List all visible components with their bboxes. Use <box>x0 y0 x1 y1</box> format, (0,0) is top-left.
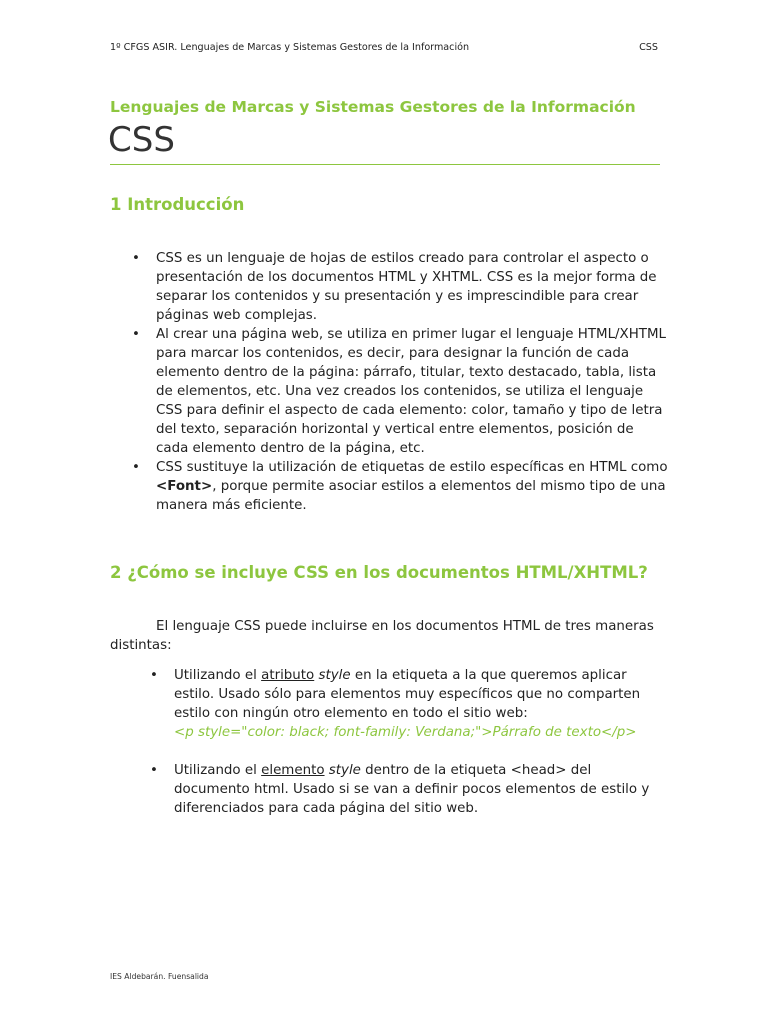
page-footer: IES Aldebarán. Fuensalida <box>110 972 209 981</box>
list-item <box>110 458 670 515</box>
list-item-text: Utilizando el <box>174 763 262 778</box>
attribute-term: atributo <box>261 668 315 683</box>
list-item-text: del documento html. Usado si se van a definir pocos elementos de estilo y diferenciados para cada página del sitio web. <box>174 763 650 816</box>
style-term: style <box>318 668 351 683</box>
methods-list-2 <box>110 761 670 818</box>
header-course-title: 1º CFGS ASIR. Lenguajes de Marcas y Sistemas Gestores de la Información <box>110 42 470 53</box>
style-term: style <box>328 763 361 778</box>
section-1-heading: 1 Introducción <box>110 195 245 214</box>
list-item-text: CSS sustituye la utilización de etiquetas de estilo específicas en HTML como <box>156 460 668 475</box>
element-term: elemento <box>261 763 325 778</box>
list-item <box>110 325 670 458</box>
bullet-icon: • <box>132 327 140 342</box>
list-item <box>110 761 670 818</box>
list-item <box>110 666 670 742</box>
head-tag-text: <head> <box>510 763 567 778</box>
header-topic: CSS <box>639 42 658 53</box>
section-2-intro: El lenguaje CSS puede incluirse en los documentos HTML de tres maneras distintas: <box>110 619 654 653</box>
font-tag-text: <Font> <box>156 479 213 494</box>
list-item-text: Al crear una página web, se utiliza en primer lugar el lenguaje HTML/XHTML para marcar los contenidos, es decir, para designar la función de cada elemento dentro de la página: párrafo, titular, texto destacado, tabla, lista de elementos, etc. Una vez creados los contenidos, se utiliza el lenguaje CSS para definir el aspecto de cada elemento: color, tamaño y tipo de letra del texto, separación horizontal y vertical entre elementos, posición de cada elemento dentro de la página, etc. <box>156 327 666 456</box>
list-item <box>110 249 670 325</box>
list-item-text: Utilizando el <box>174 668 262 683</box>
list-item-text: CSS es un lenguaje de hojas de estilos creado para controlar el aspecto o presentación de los documentos HTML y XHTML. CSS es la mejor forma de separar los contenidos y su presentación y es imprescindible para crear páginas web complejas. <box>156 251 657 323</box>
page-header <box>110 42 658 58</box>
methods-list <box>110 666 670 742</box>
section-2-heading: 2 ¿Cómo se incluye CSS en los documentos HTML/XHTML? <box>110 563 648 582</box>
list-item-text: , porque permite asociar estilos a elementos del mismo tipo de una manera más eficiente. <box>156 479 666 513</box>
bullet-icon: • <box>132 251 140 266</box>
title-divider <box>110 164 660 165</box>
intro-list <box>110 249 670 515</box>
list-item-text: en la etiqueta a la que queremos aplicar estilo. Usado sólo para elementos muy específicos que no comparten estilo con ningún otro elemento en todo el sitio web: <box>174 668 641 721</box>
document-title: CSS <box>108 120 175 160</box>
list-item-text: dentro de la etiqueta <box>360 763 511 778</box>
bullet-icon: • <box>132 460 140 475</box>
document-subtitle: Lenguajes de Marcas y Sistemas Gestores de la Información <box>110 98 636 116</box>
bullet-icon: • <box>150 763 158 778</box>
bullet-icon: • <box>150 668 158 683</box>
code-example: <p style="color: black; font-family: Verdana;">Párrafo de texto</p> <box>174 725 637 740</box>
